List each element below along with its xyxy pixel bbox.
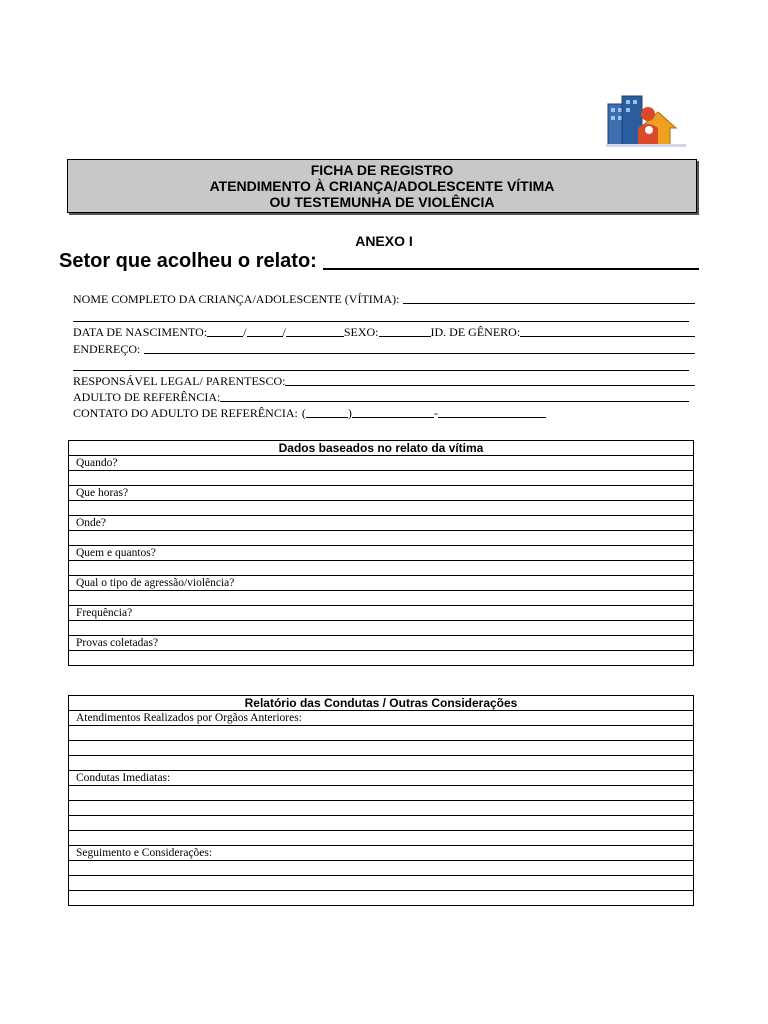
contact-area-code-blank[interactable] <box>306 406 348 418</box>
sector-field[interactable] <box>59 250 699 273</box>
birth-sex-gender-row <box>73 324 695 339</box>
question-where: Onde? <box>69 516 694 531</box>
question-when: Quando? <box>69 456 694 471</box>
full-name-label: NOME COMPLETO DA CRIANÇA/ADOLESCENTE (VÍTIMA): <box>73 292 400 306</box>
conduct-report-title: Relatório das Condutas / Outras Considerações <box>69 696 694 711</box>
answer-row[interactable] <box>69 561 694 576</box>
reference-adult-blank[interactable] <box>220 390 689 402</box>
answer-row[interactable] <box>69 831 694 846</box>
title-line-3: OU TESTEMUNHA DE VIOLÊNCIA <box>269 194 495 210</box>
answer-row[interactable] <box>69 816 694 831</box>
conduct-report-table <box>68 695 694 906</box>
answer-row[interactable] <box>69 471 694 486</box>
address-label: ENDEREÇO: <box>73 342 141 356</box>
legal-guardian-field[interactable] <box>73 373 695 388</box>
address-blank[interactable] <box>144 342 695 354</box>
birth-month-blank[interactable] <box>247 325 283 337</box>
answer-row[interactable] <box>69 741 694 756</box>
sex-label: SEXO: <box>343 325 379 339</box>
section-previous-care: Atendimentos Realizados por Orgãos Anteriores: <box>69 711 694 726</box>
family-house-icon <box>602 90 692 150</box>
date-separator: / <box>243 325 247 339</box>
answer-row[interactable] <box>69 726 694 741</box>
reference-adult-field[interactable] <box>73 389 689 404</box>
sector-label: Setor que acolheu o relato: <box>59 250 317 272</box>
victim-report-table <box>68 440 694 666</box>
title-line-2: ATENDIMENTO À CRIANÇA/ADOLESCENTE VÍTIMA <box>209 178 555 194</box>
reference-contact-field[interactable] <box>73 405 573 420</box>
birth-date-label: DATA DE NASCIMENTO: <box>73 325 208 339</box>
contact-number-blank[interactable] <box>352 406 434 418</box>
address-blank-2[interactable] <box>73 370 689 371</box>
answer-row[interactable] <box>69 651 694 666</box>
title-line-1: FICHA DE REGISTRO <box>310 162 454 178</box>
section-immediate-conduct: Condutas Imediatas: <box>69 771 694 786</box>
full-name-field[interactable] <box>73 291 695 306</box>
sex-blank[interactable] <box>379 325 431 337</box>
question-violence-type: Qual o tipo de agressão/violência? <box>69 576 694 591</box>
legal-guardian-blank[interactable] <box>285 374 695 386</box>
answer-row[interactable] <box>69 501 694 516</box>
sector-blank[interactable] <box>323 250 699 270</box>
answer-row[interactable] <box>69 531 694 546</box>
birth-year-blank[interactable] <box>286 325 344 337</box>
contact-paren-close: ) <box>347 406 352 420</box>
address-field[interactable] <box>73 341 695 356</box>
question-what-time: Que horas? <box>69 486 694 501</box>
gender-id-blank[interactable] <box>520 325 695 337</box>
reference-contact-label: CONTATO DO ADULTO DE REFERÊNCIA: <box>73 406 298 420</box>
answer-row[interactable] <box>69 786 694 801</box>
question-evidence: Provas coletadas? <box>69 636 694 651</box>
annex-label: ANEXO I <box>355 233 413 249</box>
answer-row[interactable] <box>69 756 694 771</box>
birth-day-blank[interactable] <box>207 325 243 337</box>
victim-report-title: Dados baseados no relato da vítima <box>69 441 694 456</box>
contact-dash: - <box>433 406 438 420</box>
answer-row[interactable] <box>69 861 694 876</box>
answer-row[interactable] <box>69 876 694 891</box>
contact-number-blank-2[interactable] <box>438 406 546 418</box>
answer-row[interactable] <box>69 621 694 636</box>
full-name-blank-2[interactable] <box>73 321 689 322</box>
question-frequency: Frequência? <box>69 606 694 621</box>
full-name-blank[interactable] <box>403 292 695 304</box>
question-who-how-many: Quem e quantos? <box>69 546 694 561</box>
section-follow-up: Seguimento e Considerações: <box>69 846 694 861</box>
form-title-box <box>67 159 697 213</box>
date-separator: / <box>282 325 286 339</box>
reference-adult-label: ADULTO DE REFERÊNCIA: <box>73 390 221 404</box>
answer-row[interactable] <box>69 801 694 816</box>
legal-guardian-label: RESPONSÁVEL LEGAL/ PARENTESCO: <box>73 374 286 388</box>
answer-row[interactable] <box>69 891 694 906</box>
gender-id-label: ID. DE GÊNERO: <box>430 325 521 339</box>
answer-row[interactable] <box>69 591 694 606</box>
contact-paren-open: ( <box>301 406 306 420</box>
